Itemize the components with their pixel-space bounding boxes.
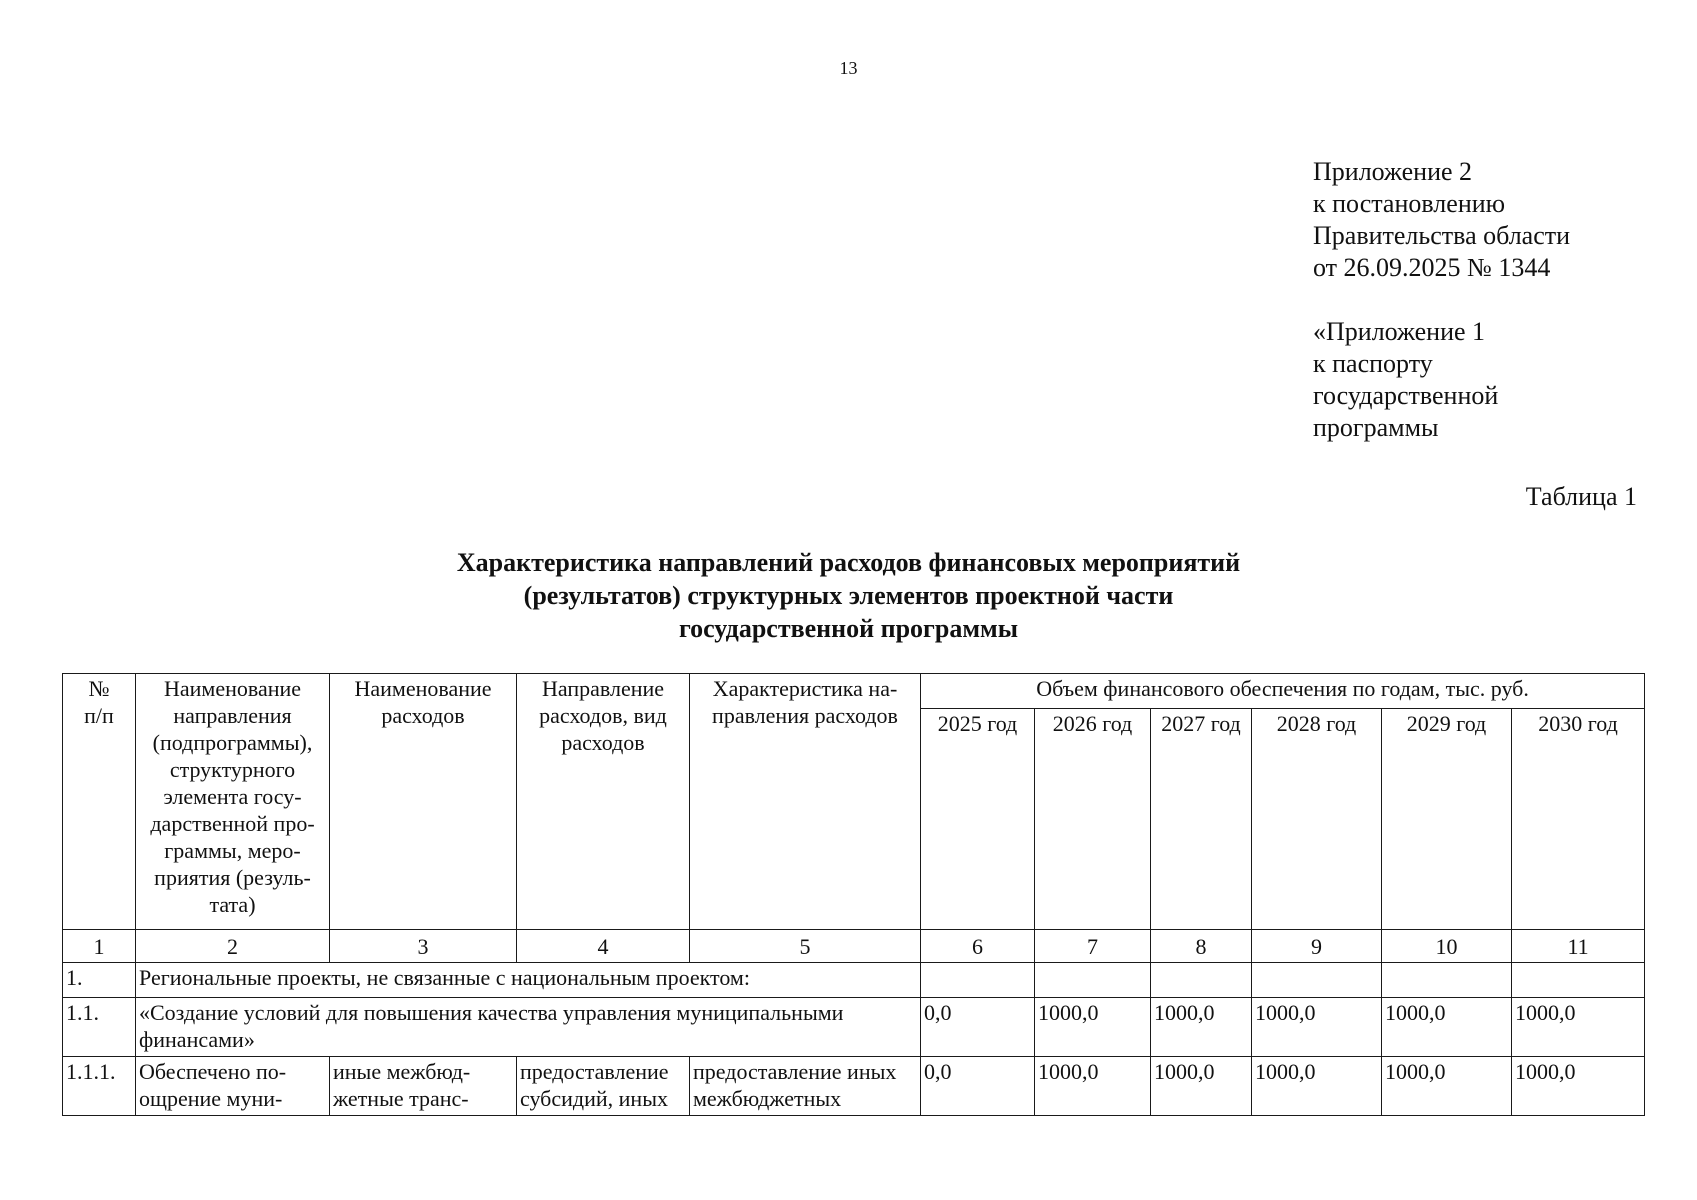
header-year: 2028 год [1252,709,1382,930]
appendix-line: Правительства области [1313,221,1571,250]
page-number: 13 [839,58,858,78]
appendix-line: к паспорту [1313,349,1433,378]
title-line: (результатов) структурных элементов проектной части [523,581,1174,610]
appendix-note [1313,156,1570,444]
row-value [1151,963,1252,998]
row-value: 1000,0 [1035,998,1151,1057]
appendix-line: Приложение 2 [1313,157,1473,186]
row-number: 1. [63,963,136,998]
header-year: 2029 год [1382,709,1512,930]
appendix-line: к постановлению [1313,189,1506,218]
row-section-title: Региональные проекты, не связанные с национальным проектом: [136,963,921,998]
table-row [63,963,1645,998]
column-number: 11 [1512,930,1645,963]
row-value [1512,963,1645,998]
column-number: 2 [136,930,330,963]
row-value: 0,0 [921,998,1035,1057]
appendix-line: программы [1313,413,1439,442]
row-value: 1000,0 [1035,1057,1151,1116]
title-line: государственной программы [678,614,1019,643]
appendix-line: «Приложение 1 [1313,317,1486,346]
row-value: 1000,0 [1151,998,1252,1057]
row-value: 1000,0 [1512,998,1645,1057]
row-number: 1.1.1. [63,1057,136,1116]
table-row [63,1057,1645,1116]
row-value [1035,963,1151,998]
appendix-line: от 26.09.2025 № 1344 [1313,253,1551,282]
column-number: 6 [921,930,1035,963]
column-number-row [63,930,1645,963]
row-value: 1000,0 [1382,1057,1512,1116]
row-expense-direction: предоставление субсидий, иных [517,1057,690,1116]
row-project-title: «Создание условий для повышения качества управления муниципальными финансами» [136,998,921,1057]
header-year: 2027 год [1151,709,1252,930]
row-value: 1000,0 [1512,1057,1645,1116]
row-value: 1000,0 [1252,998,1382,1057]
header-no: № п/п [63,674,136,930]
column-number: 1 [63,930,136,963]
row-expense-name: иные межбюд- жетные транс- [330,1057,517,1116]
column-number: 8 [1151,930,1252,963]
row-number: 1.1. [63,998,136,1057]
column-number: 3 [330,930,517,963]
row-direction-name: Обеспечено по- ощрение муни- [136,1057,330,1116]
title-line: Характеристика направлений расходов финансовых мероприятий [456,548,1241,577]
column-number: 7 [1035,930,1151,963]
row-value [921,963,1035,998]
table-label: Таблица 1 [1525,482,1637,511]
appendix-line: государственной [1313,381,1499,410]
row-value [1382,963,1512,998]
header-direction-name: Наименование направления (подпрограммы), структурного элемента госу- дарственной про- граммы, меро- приятия (резуль- тата) [136,674,330,930]
column-number: 4 [517,930,690,963]
financing-table [62,673,1645,1116]
table-row [63,998,1645,1057]
header-expense-direction: Направление расходов, вид расходов [517,674,690,930]
row-value: 1000,0 [1252,1057,1382,1116]
header-year: 2030 год [1512,709,1645,930]
header-row [63,674,1645,709]
row-value: 0,0 [921,1057,1035,1116]
row-value: 1000,0 [1382,998,1512,1057]
header-expense-name: Наименование расходов [330,674,517,930]
row-value: 1000,0 [1151,1057,1252,1116]
column-number: 10 [1382,930,1512,963]
header-year: 2026 год [1035,709,1151,930]
row-characteristic: предоставление иных межбюджетных [690,1057,921,1116]
header-year: 2025 год [921,709,1035,930]
header-characteristic: Характеристика на- правления расходов [690,674,921,930]
column-number: 9 [1252,930,1382,963]
row-value [1252,963,1382,998]
header-funding-group: Объем финансового обеспечения по годам, тыс. руб. [921,674,1645,709]
column-number: 5 [690,930,921,963]
appendix-spacer [1313,284,1570,316]
document-title [0,546,1697,645]
